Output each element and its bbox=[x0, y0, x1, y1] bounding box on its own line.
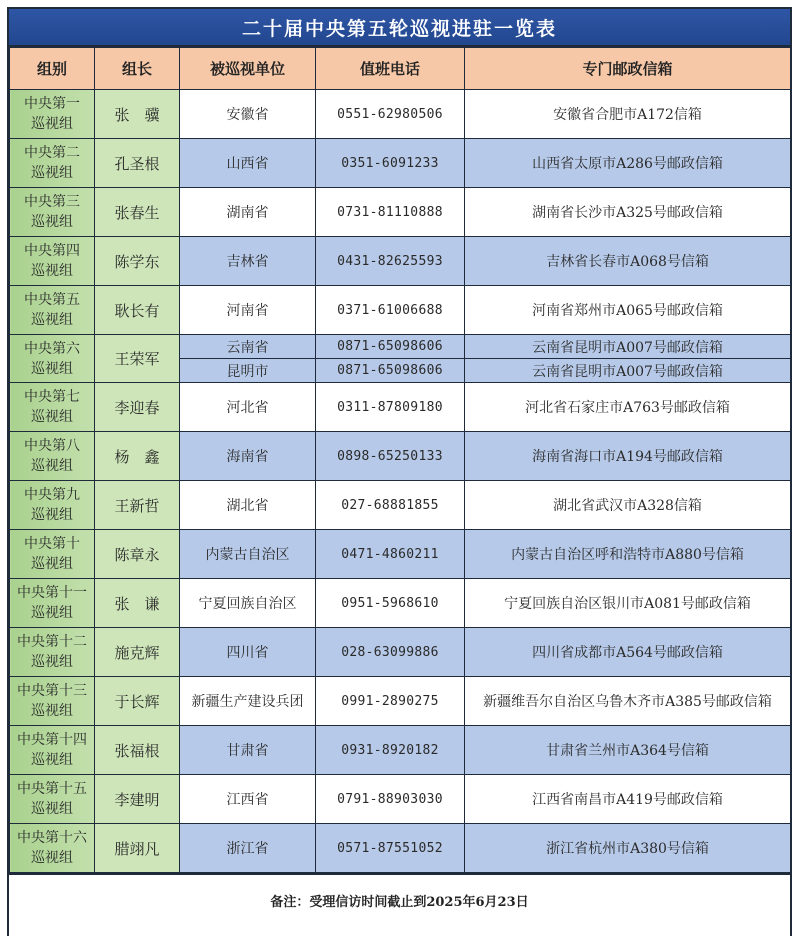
group-label-line: 巡视组 bbox=[31, 263, 73, 279]
mailbox-cell: 新疆维吾尔自治区乌鲁木齐市A385号邮政信箱 bbox=[465, 677, 791, 726]
mailbox-cell: 海南省海口市A194号邮政信箱 bbox=[465, 432, 791, 481]
table-row bbox=[10, 726, 791, 775]
unit-cell: 江西省 bbox=[180, 775, 316, 824]
group-label-line: 中央第三 bbox=[24, 194, 80, 210]
group-cell bbox=[10, 481, 95, 530]
group-label-line: 巡视组 bbox=[31, 605, 73, 621]
group-label-line: 中央第六 bbox=[24, 340, 80, 357]
table-row bbox=[10, 237, 791, 286]
group-label-line: 巡视组 bbox=[31, 507, 73, 523]
phone-cell: 0898-65250133 bbox=[316, 432, 465, 481]
table-row bbox=[10, 481, 791, 530]
group-cell bbox=[10, 237, 95, 286]
table-row bbox=[10, 677, 791, 726]
mailbox-cell: 山西省太原市A286号邮政信箱 bbox=[465, 139, 791, 188]
inspection-table-sheet bbox=[7, 7, 792, 936]
group-label-line: 巡视组 bbox=[31, 752, 73, 768]
unit-cell: 安徽省 bbox=[180, 90, 316, 139]
group-cell bbox=[10, 335, 95, 383]
phone-cell: 0351-6091233 bbox=[316, 139, 465, 188]
table-row bbox=[10, 335, 791, 359]
group-cell bbox=[10, 286, 95, 335]
phone-cell: 027-68881855 bbox=[316, 481, 465, 530]
table-row bbox=[10, 530, 791, 579]
table-row bbox=[10, 90, 791, 139]
unit-cell: 四川省 bbox=[180, 628, 316, 677]
group-label-line: 巡视组 bbox=[31, 654, 73, 670]
phone-cell: 0871-65098606 bbox=[316, 335, 465, 359]
group-cell bbox=[10, 628, 95, 677]
unit-cell: 湖北省 bbox=[180, 481, 316, 530]
group-cell bbox=[10, 579, 95, 628]
group-label-line: 巡视组 bbox=[31, 409, 73, 425]
group-cell bbox=[10, 530, 95, 579]
leader-cell: 张 谦 bbox=[95, 579, 180, 628]
leader-cell: 李建明 bbox=[95, 775, 180, 824]
unit-cell: 新疆生产建设兵团 bbox=[180, 677, 316, 726]
mailbox-cell: 云南省昆明市A007号邮政信箱 bbox=[465, 335, 791, 359]
table-row bbox=[10, 286, 791, 335]
table-row bbox=[10, 775, 791, 824]
phone-cell: 0471-4860211 bbox=[316, 530, 465, 579]
unit-cell: 河北省 bbox=[180, 383, 316, 432]
mailbox-cell: 安徽省合肥市A172信箱 bbox=[465, 90, 791, 139]
group-label-line: 中央第七 bbox=[24, 389, 80, 405]
group-label-line: 中央第五 bbox=[24, 292, 80, 308]
unit-cell: 宁夏回族自治区 bbox=[180, 579, 316, 628]
group-label-line: 中央第八 bbox=[24, 438, 80, 454]
group-cell bbox=[10, 139, 95, 188]
group-label-line: 中央第十一 bbox=[17, 585, 87, 601]
leader-cell: 于长辉 bbox=[95, 677, 180, 726]
leader-cell: 李迎春 bbox=[95, 383, 180, 432]
unit-cell: 昆明市 bbox=[180, 359, 316, 383]
leader-cell: 施克辉 bbox=[95, 628, 180, 677]
group-label-line: 巡视组 bbox=[31, 116, 73, 132]
table-row bbox=[10, 824, 791, 873]
group-label-line: 中央第九 bbox=[24, 487, 80, 503]
leader-cell: 张福根 bbox=[95, 726, 180, 775]
group-cell bbox=[10, 90, 95, 139]
leader-cell: 陈章永 bbox=[95, 530, 180, 579]
phone-cell: 0951-5968610 bbox=[316, 579, 465, 628]
leader-cell: 陈学东 bbox=[95, 237, 180, 286]
group-cell bbox=[10, 726, 95, 775]
group-label-line: 巡视组 bbox=[31, 214, 73, 230]
unit-cell: 山西省 bbox=[180, 139, 316, 188]
leader-cell: 张春生 bbox=[95, 188, 180, 237]
table-row bbox=[10, 383, 791, 432]
group-cell bbox=[10, 824, 95, 873]
group-label-line: 巡视组 bbox=[31, 801, 73, 817]
group-label-line: 中央第一 bbox=[24, 96, 80, 112]
header-leader: 组长 bbox=[95, 48, 180, 90]
mailbox-cell: 内蒙古自治区呼和浩特市A880号信箱 bbox=[465, 530, 791, 579]
group-label-line: 中央第十四 bbox=[17, 732, 87, 748]
mailbox-cell: 湖北省武汉市A328信箱 bbox=[465, 481, 791, 530]
table-row bbox=[10, 139, 791, 188]
group-label-line: 中央第十五 bbox=[17, 781, 87, 797]
table-title: 二十届中央第五轮巡视进驻一览表 bbox=[9, 9, 790, 47]
group-cell bbox=[10, 432, 95, 481]
group-label-line: 中央第十二 bbox=[17, 634, 87, 650]
header-group: 组别 bbox=[10, 48, 95, 90]
leader-cell: 杨 鑫 bbox=[95, 432, 180, 481]
footer-note: 备注：受理信访时间截止到2025年6月23日 bbox=[9, 873, 790, 925]
group-cell bbox=[10, 383, 95, 432]
mailbox-cell: 河北省石家庄市A763号邮政信箱 bbox=[465, 383, 791, 432]
phone-cell: 0731-81110888 bbox=[316, 188, 465, 237]
table-row bbox=[10, 579, 791, 628]
group-label-line: 巡视组 bbox=[31, 556, 73, 572]
unit-cell: 河南省 bbox=[180, 286, 316, 335]
table-row bbox=[10, 628, 791, 677]
table-row bbox=[10, 432, 791, 481]
phone-cell: 0431-82625593 bbox=[316, 237, 465, 286]
phone-cell: 0991-2890275 bbox=[316, 677, 465, 726]
unit-cell: 海南省 bbox=[180, 432, 316, 481]
header-phone: 值班电话 bbox=[316, 48, 465, 90]
group-label-line: 中央第四 bbox=[24, 243, 80, 259]
group-label-line: 中央第十三 bbox=[17, 683, 87, 699]
mailbox-cell: 江西省南昌市A419号邮政信箱 bbox=[465, 775, 791, 824]
phone-cell: 0791-88903030 bbox=[316, 775, 465, 824]
group-label-line: 巡视组 bbox=[31, 703, 73, 719]
group-cell bbox=[10, 677, 95, 726]
phone-cell: 0311-87809180 bbox=[316, 383, 465, 432]
mailbox-cell: 四川省成都市A564号邮政信箱 bbox=[465, 628, 791, 677]
leader-cell: 耿长有 bbox=[95, 286, 180, 335]
leader-cell: 张 骥 bbox=[95, 90, 180, 139]
mailbox-cell: 浙江省杭州市A380号信箱 bbox=[465, 824, 791, 873]
group-label-line: 中央第二 bbox=[24, 145, 80, 161]
header-row bbox=[10, 48, 791, 90]
group-label-line: 巡视组 bbox=[31, 360, 73, 377]
unit-cell: 内蒙古自治区 bbox=[180, 530, 316, 579]
unit-cell: 云南省 bbox=[180, 335, 316, 359]
table-body bbox=[10, 90, 791, 873]
leader-cell: 王荣军 bbox=[95, 335, 180, 383]
header-unit: 被巡视单位 bbox=[180, 48, 316, 90]
mailbox-cell: 河南省郑州市A065号邮政信箱 bbox=[465, 286, 791, 335]
phone-cell: 0571-87551052 bbox=[316, 824, 465, 873]
leader-cell: 王新哲 bbox=[95, 481, 180, 530]
group-label-line: 巡视组 bbox=[31, 165, 73, 181]
leader-cell: 孔圣根 bbox=[95, 139, 180, 188]
unit-cell: 湖南省 bbox=[180, 188, 316, 237]
table-row bbox=[10, 188, 791, 237]
group-label-line: 中央第十 bbox=[24, 536, 80, 552]
unit-cell: 甘肃省 bbox=[180, 726, 316, 775]
mailbox-cell: 甘肃省兰州市A364号信箱 bbox=[465, 726, 791, 775]
group-label-line: 巡视组 bbox=[31, 458, 73, 474]
phone-cell: 0551-62980506 bbox=[316, 90, 465, 139]
group-label-line: 中央第十六 bbox=[17, 830, 87, 846]
mailbox-cell: 云南省昆明市A007号邮政信箱 bbox=[465, 359, 791, 383]
leader-cell: 腊翊凡 bbox=[95, 824, 180, 873]
phone-cell: 0931-8920182 bbox=[316, 726, 465, 775]
group-label-line: 巡视组 bbox=[31, 850, 73, 866]
mailbox-cell: 吉林省长春市A068号信箱 bbox=[465, 237, 791, 286]
unit-cell: 吉林省 bbox=[180, 237, 316, 286]
mailbox-cell: 宁夏回族自治区银川市A081号邮政信箱 bbox=[465, 579, 791, 628]
group-cell bbox=[10, 775, 95, 824]
phone-cell: 0371-61006688 bbox=[316, 286, 465, 335]
header-mailbox: 专门邮政信箱 bbox=[465, 48, 791, 90]
unit-cell: 浙江省 bbox=[180, 824, 316, 873]
inspection-table bbox=[9, 47, 791, 873]
mailbox-cell: 湖南省长沙市A325号邮政信箱 bbox=[465, 188, 791, 237]
phone-cell: 028-63099886 bbox=[316, 628, 465, 677]
phone-cell: 0871-65098606 bbox=[316, 359, 465, 383]
group-cell bbox=[10, 188, 95, 237]
group-label-line: 巡视组 bbox=[31, 312, 73, 328]
